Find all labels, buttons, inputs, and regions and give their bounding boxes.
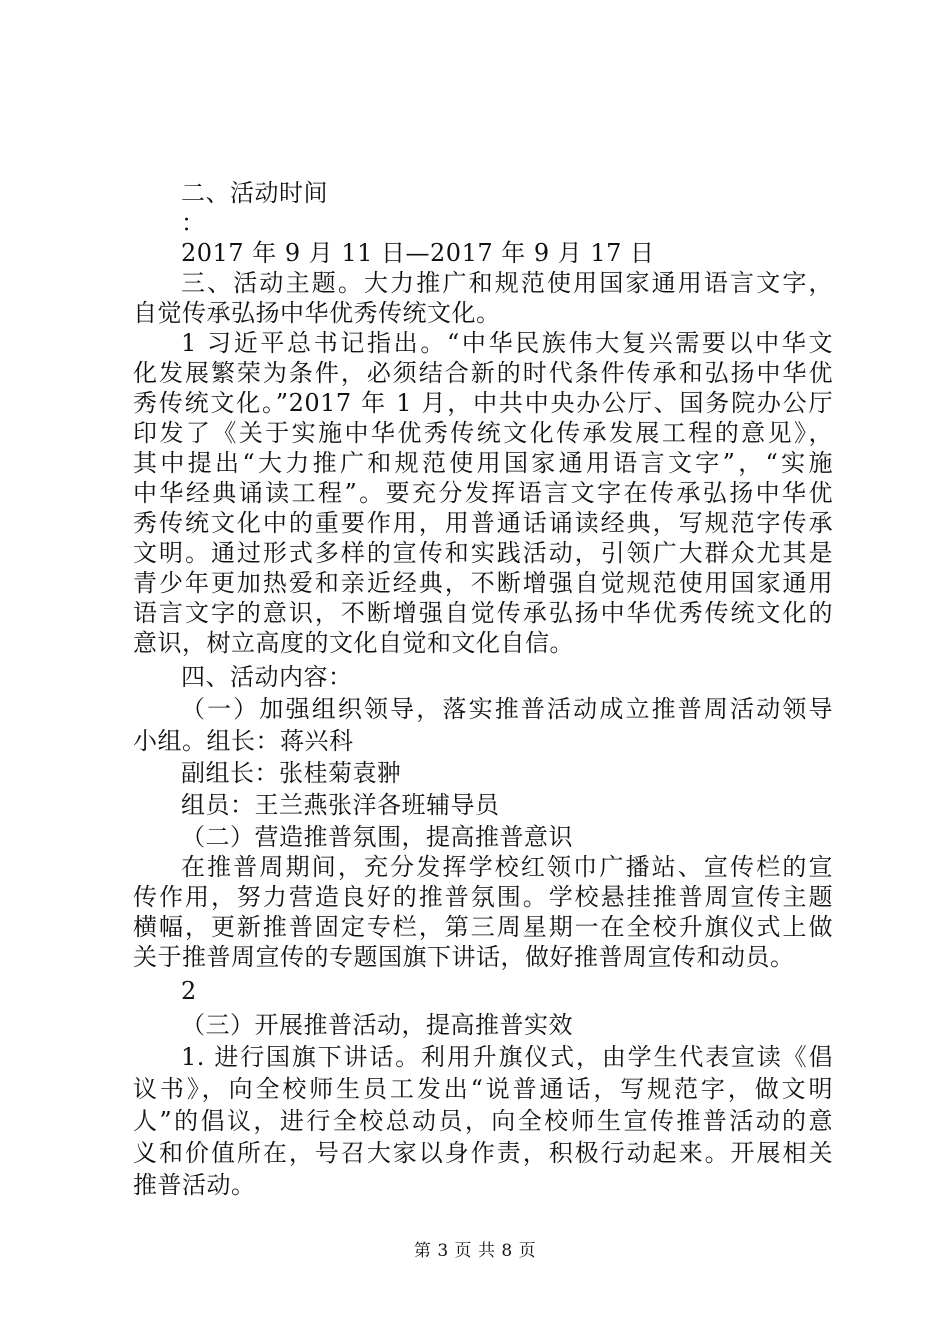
paragraph-line: 副组长：张桂菊袁翀 bbox=[181, 759, 402, 787]
paragraph-line: 1 习近平总书记指出。“中华民族伟大复兴需要以中华文 bbox=[181, 329, 833, 357]
paragraph-line: 其中提出“大力推广和规范使用国家通用语言文字”，“实施 bbox=[133, 449, 833, 477]
paragraph-line: 青少年更加热爱和亲近经典，不断增强自觉规范使用国家通用 bbox=[133, 569, 833, 597]
paragraph-line: 人”的倡议，进行全校总动员，向全校师生宣传推普活动的意 bbox=[133, 1107, 833, 1135]
paragraph-line: 意识，树立高度的文化自觉和文化自信。 bbox=[133, 629, 574, 657]
paragraph-line: 2 bbox=[181, 977, 197, 1005]
paragraph-line: 化发展繁荣为条件，必须结合新的时代条件传承和弘扬中华优 bbox=[133, 359, 833, 387]
paragraph-line: 1. 进行国旗下讲话。利用升旗仪式，由学生代表宣读《倡 bbox=[181, 1043, 833, 1071]
paragraph-line: 组员：王兰燕张洋各班辅导员 bbox=[181, 791, 500, 819]
paragraph-line: 秀传统文化。”2017 年 1 月，中共中央办公厅、国务院办公厅 bbox=[133, 389, 833, 417]
paragraph-line: 印发了《关于实施中华优秀传统文化传承发展工程的意见》， bbox=[133, 419, 833, 447]
paragraph-line: 自觉传承弘扬中华优秀传统文化。 bbox=[133, 299, 501, 327]
subheading-line: （三）开展推普活动，提高推普实效 bbox=[181, 1011, 573, 1039]
subheading-line: （一）加强组织领导，落实推普活动成立推普周活动领导 bbox=[181, 695, 833, 723]
section-heading-activity-time: 二、活动时间 bbox=[181, 179, 328, 207]
paragraph-line: 秀传统文化中的重要作用，用普通话诵读经典，写规范字传承 bbox=[133, 509, 833, 537]
paragraph-line: 中华经典诵读工程”。要充分发挥语言文字在传承弘扬中华优 bbox=[133, 479, 833, 507]
paragraph-line: 关于推普周宣传的专题国旗下讲话，做好推普周宣传和动员。 bbox=[133, 943, 795, 971]
paragraph-line: 传作用，努力营造良好的推普氛围。学校悬挂推普周宣传主题 bbox=[133, 883, 833, 911]
paragraph-line: 语言文字的意识，不断增强自觉传承弘扬中华优秀传统文化的 bbox=[133, 599, 833, 627]
activity-date-range: 2017 年 9 月 11 日—2017 年 9 月 17 日 bbox=[181, 239, 655, 267]
paragraph-line: 议书》，向全校师生员工发出“说普通话，写规范字，做文明 bbox=[133, 1075, 833, 1103]
subheading-line: （二）营造推普氛围，提高推普意识 bbox=[181, 823, 573, 851]
paragraph-line: 义和价值所在，号召大家以身作责，积极行动起来。开展相关 bbox=[133, 1139, 833, 1167]
paragraph-line: 在推普周期间，充分发挥学校红领巾广播站、宣传栏的宣 bbox=[181, 853, 833, 881]
paragraph-line: 小组。组长：蒋兴科 bbox=[133, 727, 354, 755]
colon-line: ： bbox=[181, 209, 206, 237]
page-footer: 第 3 页 共 8 页 bbox=[413, 1241, 537, 1261]
section-heading-activity-content: 四、活动内容： bbox=[181, 663, 353, 691]
paragraph-line: 横幅，更新推普固定专栏，第三周星期一在全校升旗仪式上做 bbox=[133, 913, 833, 941]
paragraph-line: 推普活动。 bbox=[133, 1171, 256, 1199]
paragraph-line: 文明。通过形式多样的宣传和实践活动，引领广大群众尤其是 bbox=[133, 539, 833, 567]
paragraph-line: 三、活动主题。大力推广和规范使用国家通用语言文字， bbox=[181, 269, 833, 297]
